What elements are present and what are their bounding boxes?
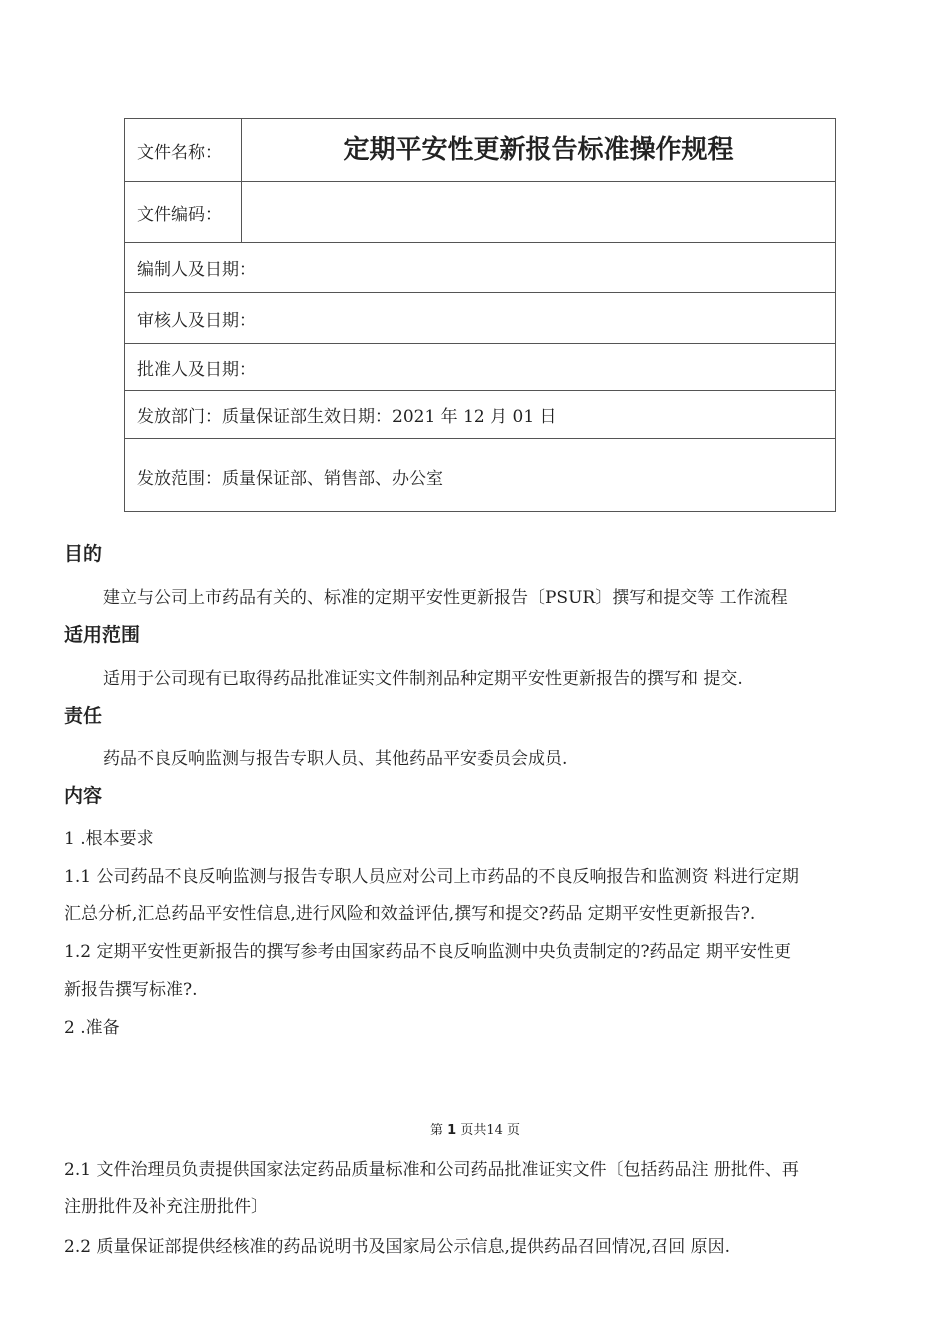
- item-2-1-line1: 2.1 文件治理员负责提供国家法定药品质量标准和公司药品批准证实文件〔包括药品注 册批件、再: [64, 1160, 799, 1180]
- responsibility-text: 药品不良反响监测与报告专职人员、其他药品平安委员会成员.: [103, 749, 568, 769]
- item-1-1-line2: 汇总分析,汇总药品平安性信息,进行风险和效益评估,撰写和提交?药品 定期平安性更新报告?.: [64, 904, 756, 924]
- file-code-label: 文件编码：: [125, 182, 242, 243]
- purpose-heading: 目的: [64, 543, 103, 565]
- responsibility-heading: 责任: [64, 705, 103, 727]
- item-1-1-line1: 1.1 公司药品不良反响监测与报告专职人员应对公司上市药品的不良反响报告和监测资 料进行定期: [64, 867, 799, 887]
- reviewer-date-row: 审核人及日期：: [125, 293, 836, 344]
- footer-total-pages: 14: [486, 1123, 503, 1138]
- purpose-text: 建立与公司上市药品有关的、标准的定期平安性更新报告〔PSUR〕撰写和提交等 工作流程: [103, 588, 788, 608]
- author-date-row: 编制人及日期：: [125, 243, 836, 293]
- distribution-row: 发放范围：质量保证部、销售部、办公室: [125, 439, 836, 512]
- document-header-table: [124, 118, 836, 512]
- file-name-label: 文件名称：: [125, 119, 242, 182]
- item-1-2-line2: 新报告撰写标准?.: [64, 980, 198, 1000]
- item-2-2-line1: 2.2 质量保证部提供经核准的药品说明书及国家局公示信息,提供药品召回情况,召回 原因.: [64, 1237, 731, 1257]
- document-title: 定期平安性更新报告标准操作规程: [242, 119, 836, 182]
- footer-page-number: 1: [447, 1123, 457, 1138]
- content-heading: 内容: [64, 785, 103, 807]
- item-1: 1 .根本要求: [64, 829, 154, 849]
- item-2: 2 .准备: [64, 1018, 120, 1038]
- footer-suffix: 页: [507, 1123, 521, 1138]
- file-code-value: [242, 182, 836, 243]
- issue-department-row: 发放部门：质量保证部生效日期：2021 年 12 月 01 日: [125, 391, 836, 439]
- footer-prefix: 第: [429, 1123, 443, 1138]
- approver-date-row: 批准人及日期：: [125, 344, 836, 391]
- item-1-2-line1: 1.2 定期平安性更新报告的撰写参考由国家药品不良反响监测中央负责制定的?药品定 期平安性更: [64, 942, 791, 962]
- page-footer: [0, 1119, 950, 1138]
- item-2-1-line2: 注册批件及补充注册批件〕: [64, 1197, 268, 1217]
- footer-middle: 页共: [460, 1123, 487, 1138]
- scope-heading: 适用范围: [64, 624, 141, 646]
- scope-text: 适用于公司现有已取得药品批准证实文件制剂品种定期平安性更新报告的撰写和 提交.: [103, 669, 743, 689]
